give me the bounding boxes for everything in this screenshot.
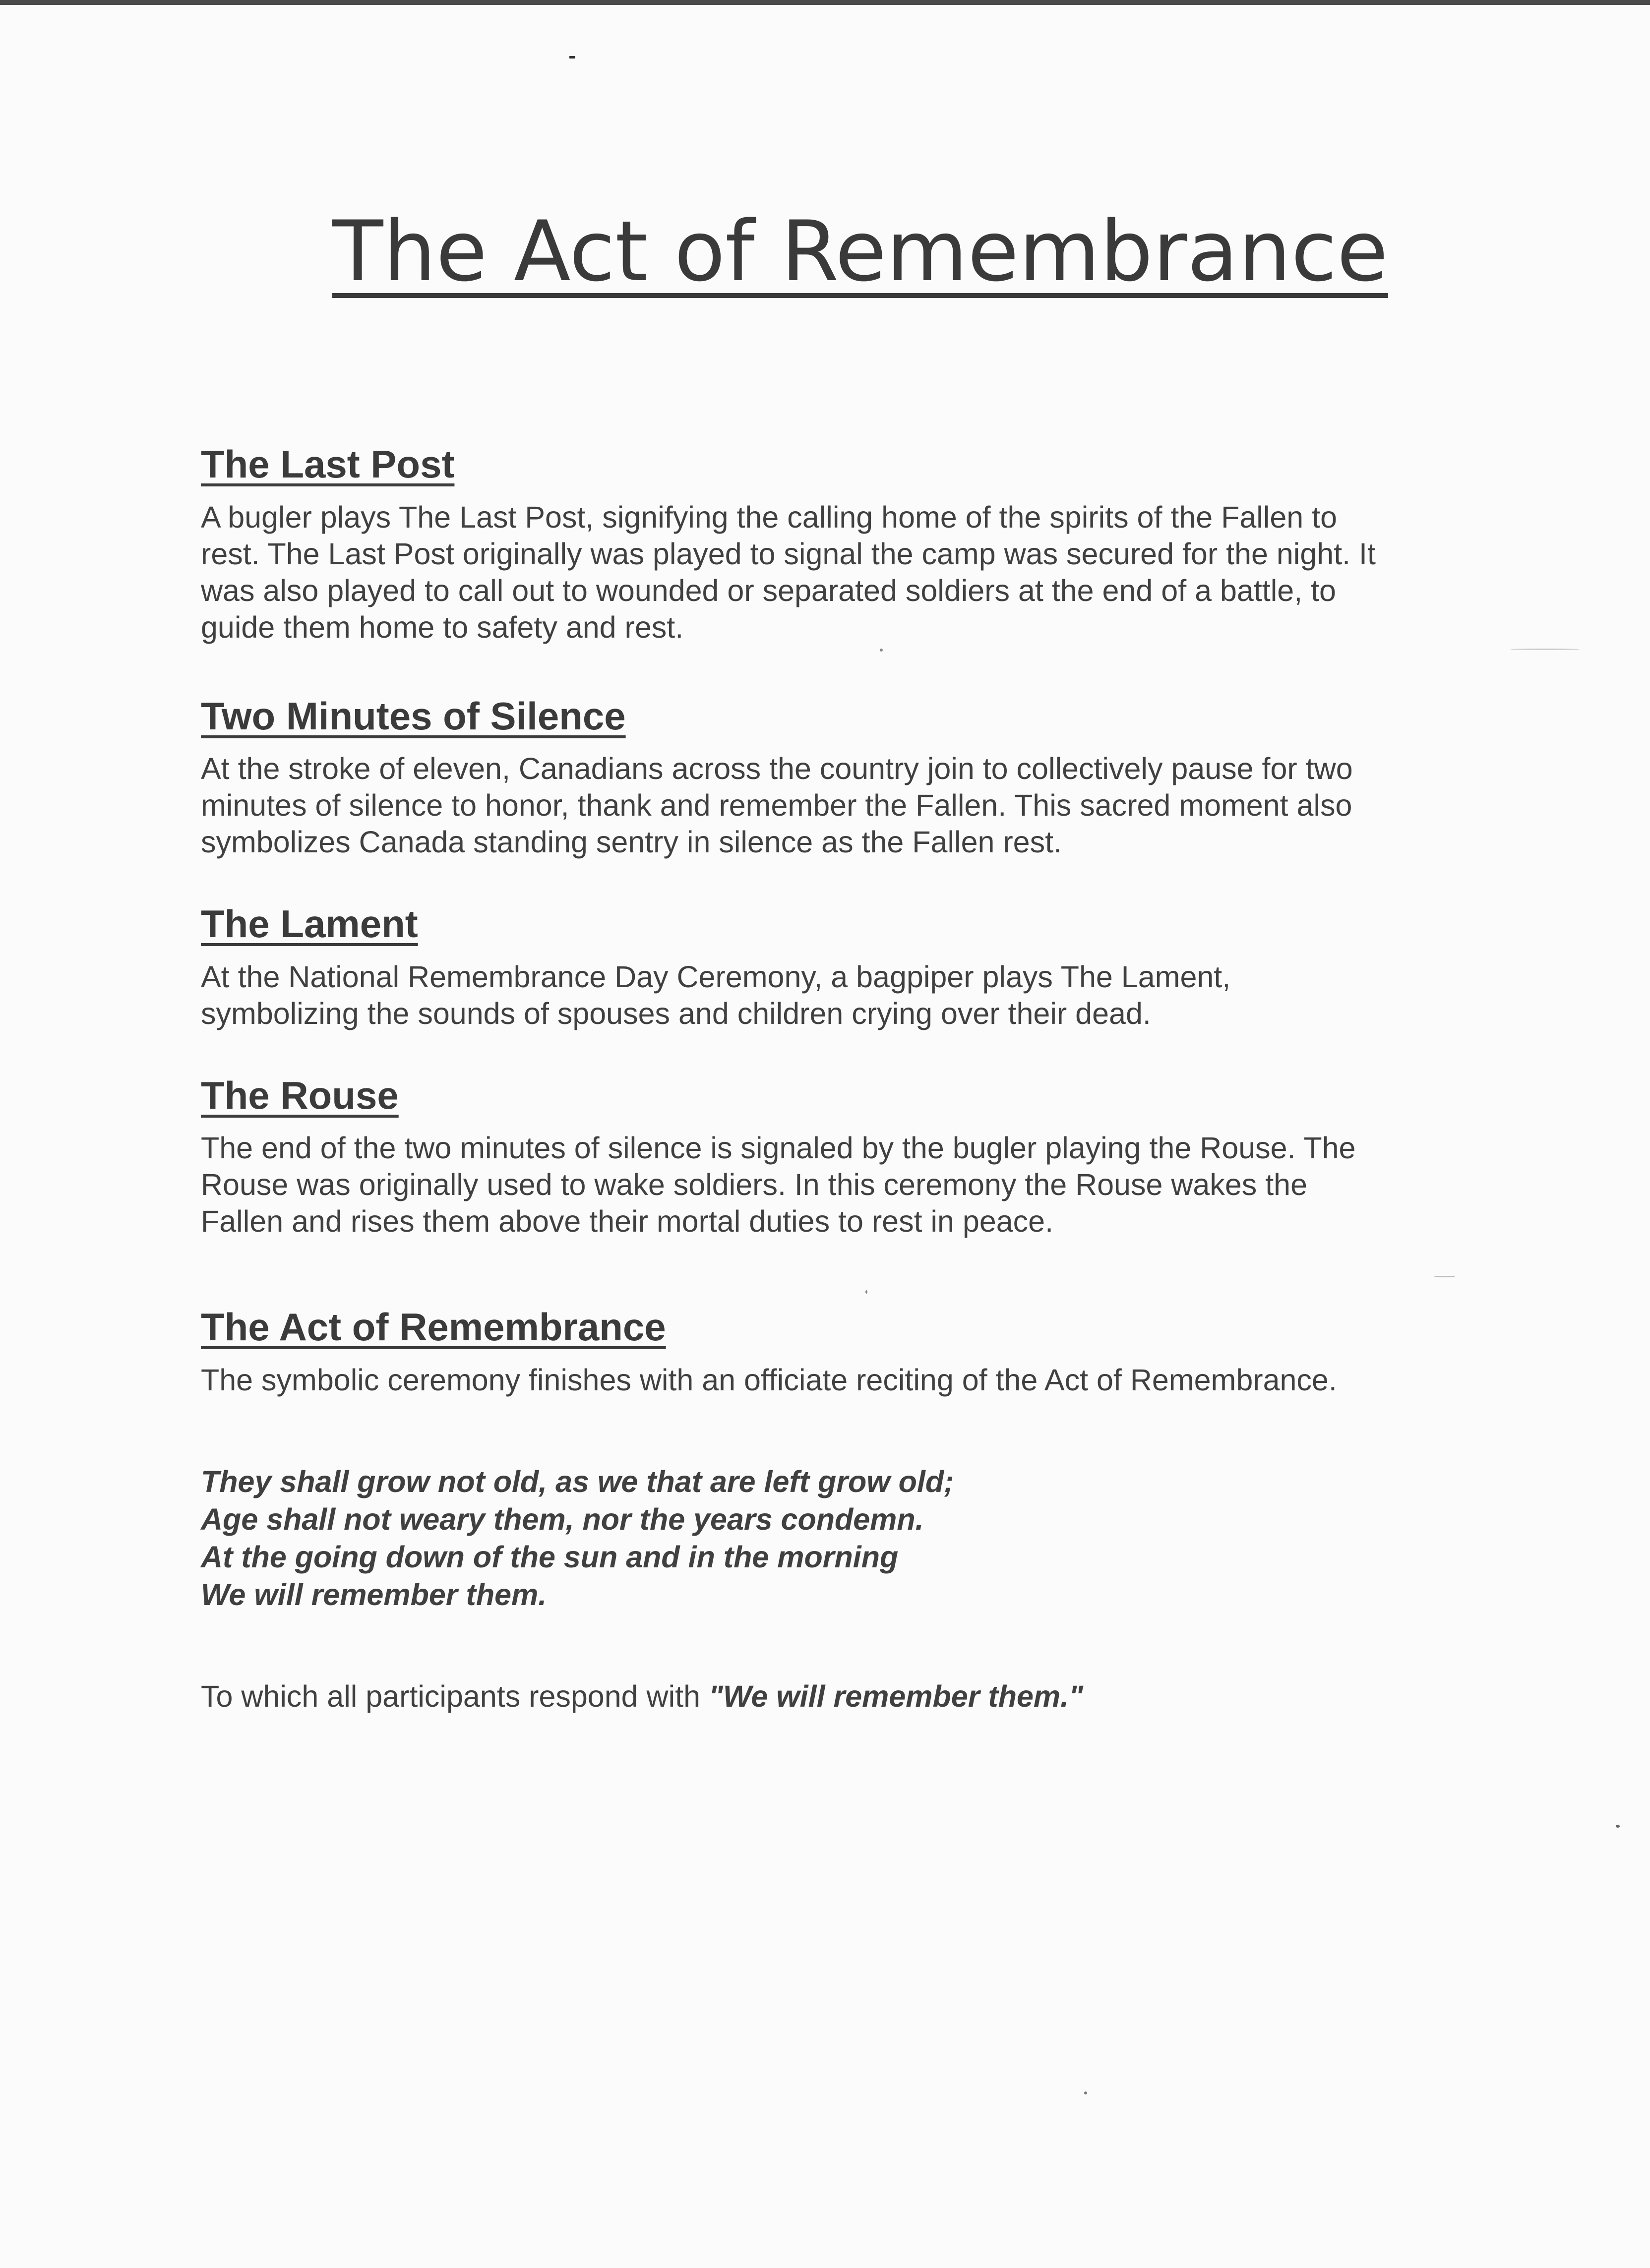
section-body: The end of the two minutes of silence is signaled by the bugler playing the Rouse. The Rouse was originally used to wake soldiers. In this ceremony the Rouse wakes the Fallen and rises them above their mortal duties to rest in peace.	[201, 1131, 1356, 1239]
section-two-minutes-silence	[201, 693, 1470, 861]
section-heading: The Lament	[201, 902, 418, 946]
participant-response	[201, 1678, 1470, 1715]
response-lead: To which all participants respond with	[201, 1679, 709, 1713]
spacer	[201, 1032, 1470, 1073]
spacer	[201, 1613, 1470, 1678]
scan-speck	[880, 649, 883, 652]
section-body: A bugler plays The Last Post, signifying the calling home of the spirits of the Fallen to rest. The Last Post originally was played to signal the camp was secured for the night. It was also played to call out to wounded or separated soldiers at the end of a battle, to guide them home to safety and rest.	[201, 500, 1376, 644]
scan-speck	[569, 56, 575, 59]
response-quote: "We will remember them."	[708, 1679, 1084, 1713]
document-title: The Act of Remembrance	[332, 203, 1388, 300]
section-last-post	[201, 441, 1470, 646]
section-act-of-remembrance	[201, 1304, 1470, 1398]
section-body: At the National Remembrance Day Ceremony, a bagpiper plays The Lament, symbolizing the sounds of spouses and children crying over their dead.	[201, 959, 1231, 1030]
section-body: The symbolic ceremony finishes with an officiate reciting of the Act of Remembrance.	[201, 1363, 1337, 1397]
section-heading: The Last Post	[201, 442, 455, 486]
scan-speck	[1434, 1276, 1455, 1277]
scan-speck	[865, 1290, 867, 1294]
remembrance-poem: They shall grow not old, as we that are left grow old; Age shall not weary them, nor the years condemn. At the going down of the sun and in the morning We will remember them.	[201, 1464, 954, 1611]
section-body: At the stroke of eleven, Canadians across the country join to collectively pause for two minutes of silence to honor, thank and remember the Fallen. This sacred moment also symbolizes Canada standing sentry in silence as the Fallen rest.	[201, 752, 1353, 859]
spacer	[201, 1240, 1470, 1304]
scan-speck	[1084, 2091, 1087, 2094]
section-heading: The Act of Remembrance	[201, 1305, 666, 1349]
spacer	[201, 646, 1470, 693]
section-rouse	[201, 1073, 1470, 1240]
section-lament	[201, 901, 1470, 1032]
section-heading: The Rouse	[201, 1073, 399, 1117]
scan-speck	[1616, 1825, 1620, 1828]
section-heading: Two Minutes of Silence	[201, 694, 626, 738]
document-content	[201, 441, 1470, 1715]
spacer	[201, 860, 1470, 901]
scan-speck	[1510, 649, 1580, 650]
spacer	[201, 1398, 1470, 1463]
